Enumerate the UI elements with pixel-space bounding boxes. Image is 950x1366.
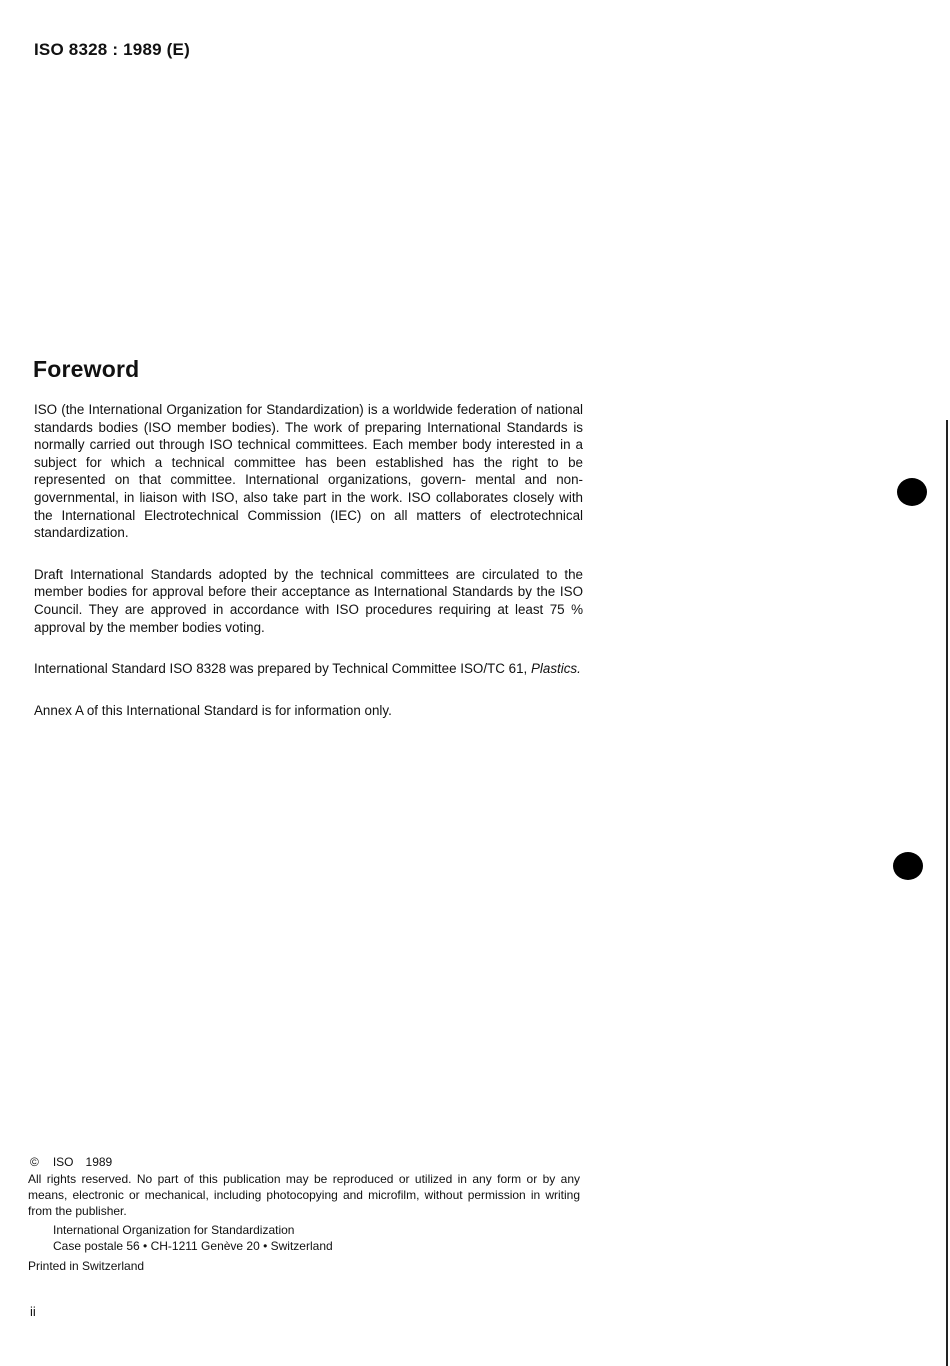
binding-hole-mark-upper (897, 478, 927, 506)
foreword-title: Foreword (33, 356, 140, 382)
rights-statement: All rights reserved. No part of this publication may be reproduced or utilized in any form or by any means, electronic or mechanical, including photocopying and microfilm, without permission in writing from the publisher. (28, 1172, 580, 1218)
publisher-organization: International Organization for Standardization (53, 1223, 295, 1237)
foreword-paragraph-3-text: International Standard ISO 8328 was prepared by Technical Committee ISO/TC 61, (34, 661, 528, 677)
foreword-paragraph-2: Draft International Standards adopted by the technical committees are circulated to the member bodies for approval before their acceptance as International Standards by the ISO Council. They are approved in accordance with ISO procedures requiring at least 75 % approval by the member bodies voting. (34, 566, 583, 635)
copyright-footer (28, 1154, 580, 1274)
page-number: ii (30, 1304, 36, 1319)
binding-hole-mark-lower (893, 852, 923, 880)
foreword-body (34, 401, 583, 719)
committee-title: Plastics. (530, 661, 581, 677)
foreword-paragraph-1: ISO (the International Organization for Standardization) is a worldwide federation of national standards bodies (ISO member bodies). The work of preparing International Standards is normally carried out through ISO technical committees. Each member body interested in a subject for which a technical committee has been established has the right to be represented on that committee. International organizations, govern- mental and non-governmental, in liaison with ISO, also take part in the work. ISO collaborates closely with the International Electrotechnical Commission (IEC) on all matters of electrotechnical standardization. (34, 402, 583, 541)
foreword-paragraph-4: Annex A of this International Standard is for information only. (34, 702, 392, 718)
publisher-address: Case postale 56 • CH-1211 Genève 20 • Switzerland (53, 1239, 333, 1253)
copyright-year: 1989 (85, 1155, 113, 1169)
document-designation: ISO 8328 : 1989 (E) (34, 40, 190, 59)
copyright-holder: ISO (52, 1155, 74, 1169)
page-edge-line (946, 420, 948, 1366)
foreword-paragraph-3 (34, 660, 583, 678)
copyright-line (28, 1154, 580, 1170)
printed-location: Printed in Switzerland (28, 1259, 145, 1273)
copyright-symbol: © (30, 1155, 39, 1169)
